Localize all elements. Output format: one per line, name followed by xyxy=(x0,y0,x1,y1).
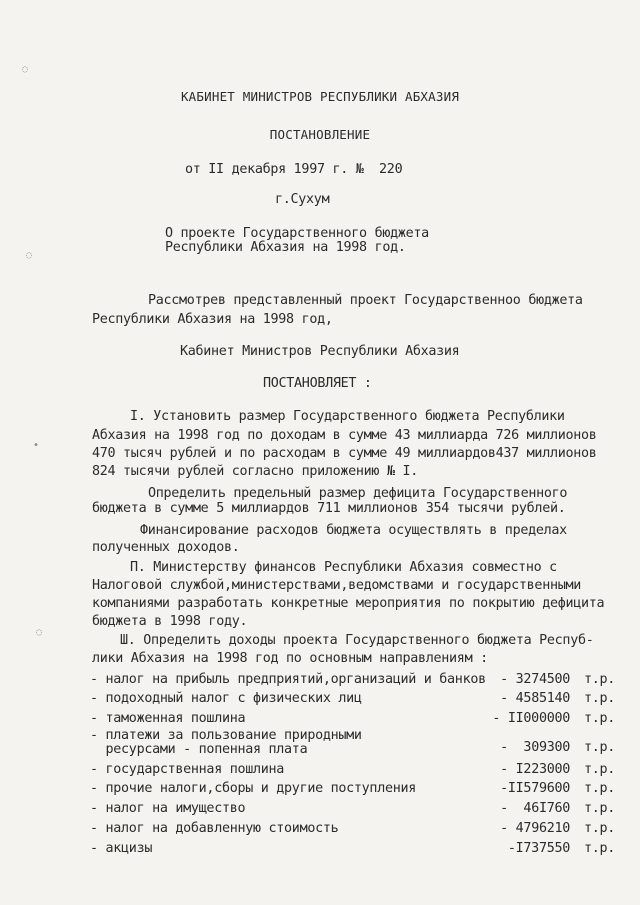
paragraph-line: полученных доходов. xyxy=(92,540,240,555)
margin-mark: • xyxy=(33,440,40,451)
paragraph-line: I. Установить размер Государственного бюджета Республики xyxy=(130,409,565,424)
paragraph-line: 824 тысячи рублей согласно приложению № I. xyxy=(92,464,418,479)
revenue-value: - I223000 xyxy=(500,762,570,777)
revenue-item xyxy=(90,821,615,839)
revenue-label: - платежи за пользование природными xyxy=(90,728,362,743)
revenue-unit: т.р. xyxy=(583,740,615,755)
paragraph-line: 470 тысяч рублей и по расходам в сумме 49 миллиардов437 миллионов xyxy=(92,446,597,461)
revenue-label-continued: ресурсами - попенная плата xyxy=(90,742,308,757)
paragraph-line: Финансирование расходов бюджета осуществлять в пределах xyxy=(140,523,567,538)
revenue-value: - 3274500 xyxy=(500,672,570,687)
revenue-label: - подоходный налог с физических лиц xyxy=(90,691,362,706)
margin-mark: ◌ xyxy=(22,64,29,75)
revenue-value: - 4585140 xyxy=(500,691,570,706)
revenue-unit: т.р. xyxy=(583,762,615,777)
revenue-unit: т.р. xyxy=(583,691,615,706)
subject-line: Республики Абхазия на 1998 год. xyxy=(165,240,406,255)
preamble-line: Рассмотрев представленный проект Государственноо бюджета xyxy=(148,293,583,308)
revenue-value: - 46I760 xyxy=(500,801,570,816)
revenue-unit: т.р. xyxy=(583,672,615,687)
preamble-line: Республики Абхазия на 1998 год, xyxy=(92,312,333,327)
revenue-item xyxy=(90,672,615,690)
issuing-body: Кабинет Министров Республики Абхазия xyxy=(180,344,460,359)
margin-mark: ◌ xyxy=(36,627,43,638)
margin-mark: ◌ xyxy=(26,250,33,261)
revenue-value: - II000000 xyxy=(492,711,570,726)
paragraph-line: Ш. Определить доходы проекта Государственного бюджета Респуб- xyxy=(120,633,594,648)
revenue-item xyxy=(90,691,615,709)
date-number: от II декабря 1997 г. № 220 xyxy=(185,162,403,177)
revenue-label: - государственная пошлина xyxy=(90,762,285,777)
revenue-value: -II579600 xyxy=(500,781,570,796)
revenue-unit: т.р. xyxy=(583,821,615,836)
revenue-value: -I737550 xyxy=(507,841,570,856)
revenue-item xyxy=(90,781,615,799)
paragraph-line: компаниями разработать конкретные мероприятия по покрытию дефицита xyxy=(92,596,605,611)
paragraph-line: бюджета в 1998 году. xyxy=(92,614,248,629)
paragraph-line: П. Министерству финансов Республики Абхазия совместно с xyxy=(130,560,557,575)
paragraph-line: лики Абхазия на 1998 год по основным направлениям : xyxy=(92,651,488,666)
paragraph-line: Абхазия на 1998 год по доходам в сумме 43 миллиарда 726 миллионов xyxy=(92,428,597,443)
org-title: КАБИНЕТ МИНИСТРОВ РЕСПУБЛИКИ АБХАЗИЯ xyxy=(180,89,460,104)
revenue-value: - 309300 xyxy=(500,740,570,755)
revenue-label: - акцизы xyxy=(90,841,153,856)
subject-line: О проекте Государственного бюджета xyxy=(165,226,429,241)
paragraph-line: Определить предельный размер дефицита Государственного xyxy=(148,486,568,501)
revenue-value: - 4796210 xyxy=(500,821,570,836)
revenue-item xyxy=(90,711,615,729)
revenue-item xyxy=(90,728,615,764)
decree-word: ПОСТАНОВЛЯЕТ : xyxy=(263,376,372,391)
revenue-label: - налог на добавленную стоимость xyxy=(90,821,339,836)
revenue-unit: т.р. xyxy=(583,781,615,796)
revenue-label: - прочие налоги,сборы и другие поступления xyxy=(90,781,416,796)
paragraph-line: бюджета в сумме 5 миллиардов 711 миллионов 354 тысячи рублей. xyxy=(92,501,566,516)
revenue-item xyxy=(90,762,615,780)
city: г.Сухум xyxy=(275,192,330,207)
revenue-item xyxy=(90,801,615,819)
revenue-item xyxy=(90,841,615,859)
doc-type: ПОСТАНОВЛЕНИЕ xyxy=(269,127,371,142)
paragraph-line: Налоговой службой,министерствами,ведомствами и государственными xyxy=(92,578,581,593)
revenue-label: - таможенная пошлина xyxy=(90,711,246,726)
revenue-unit: т.р. xyxy=(583,801,615,816)
revenue-unit: т.р. xyxy=(583,711,615,726)
revenue-label: - налог на прибыль предприятий,организаций и банков xyxy=(90,672,486,687)
revenue-unit: т.р. xyxy=(583,841,615,856)
revenue-label: - налог на имущество xyxy=(90,801,246,816)
